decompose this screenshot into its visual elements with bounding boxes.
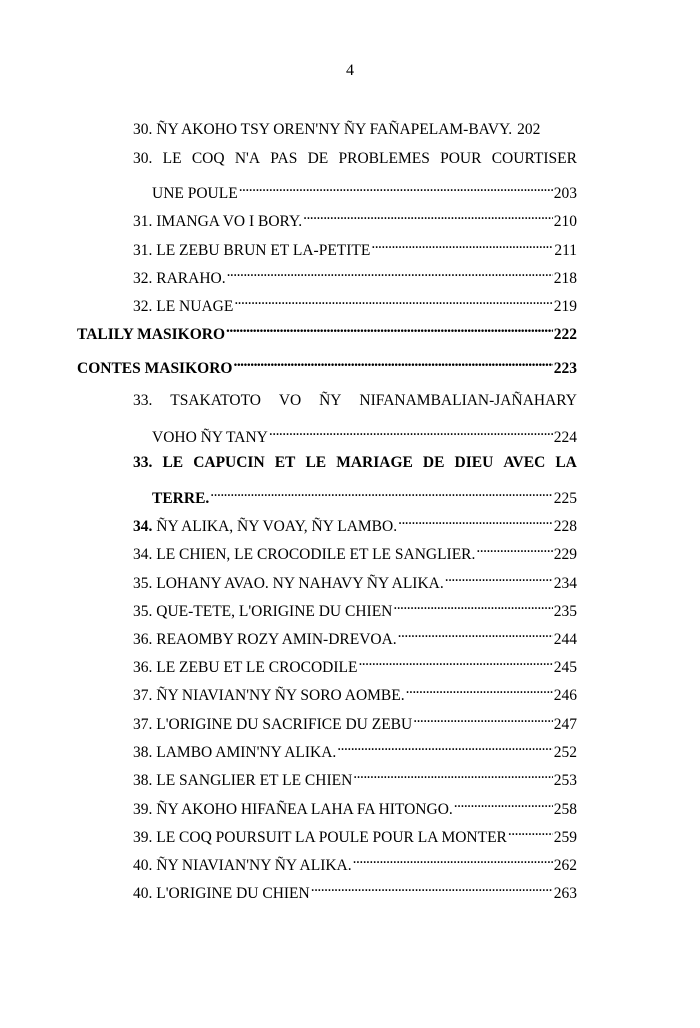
leader-dots: [508, 820, 553, 842]
toc-word: LE: [162, 150, 182, 167]
toc-entry-title: 31. LE ZEBU BRUN ET LA-PETITE: [133, 242, 371, 259]
toc-entry: [133, 763, 577, 789]
toc-entry-page: 224: [553, 429, 577, 446]
toc-entry-title: TERRE.: [152, 490, 210, 507]
toc-entry-page: 234: [553, 575, 577, 592]
toc-entry-page: 244: [553, 631, 577, 648]
toc-word: LA: [555, 454, 577, 471]
toc-entry-title: 35. LOHANY AVAO. NY NAHAVY ÑY ALIKA.: [133, 575, 444, 592]
toc-entry: [133, 735, 577, 761]
toc-entry-page: 203: [553, 185, 577, 202]
toc-entry: [133, 876, 577, 902]
toc-entry-title: 37. ÑY NIAVIAN'NY ÑY SORO AOMBE.: [133, 687, 405, 704]
leader-dots: [233, 351, 552, 373]
leader-dots: [337, 735, 552, 757]
toc-entry-number: 34.: [133, 518, 153, 535]
leader-dots: [413, 707, 553, 729]
toc-section-page: 222: [553, 326, 577, 343]
toc-entry-title: [133, 516, 397, 538]
toc-entry-title: 34. LE CHIEN, LE CROCODILE ET LE SANGLIER.: [133, 546, 476, 563]
toc-entry-page: 245: [553, 659, 577, 676]
toc-word: NIFANAMBALIAN-JAÑAHARY: [359, 392, 577, 409]
toc-entry-page: 210: [553, 213, 577, 230]
leader-dots: [303, 204, 553, 226]
toc-entry-page: 229: [553, 546, 577, 563]
leader-dots: [239, 176, 553, 198]
toc-entry-title: 39. LE COQ POURSUIT LA POULE POUR LA MONTER: [133, 829, 507, 846]
toc-word: PAS: [270, 150, 298, 167]
toc-word: VO: [278, 392, 302, 409]
toc-entry: [133, 566, 577, 592]
toc-entry-page: 246: [553, 687, 577, 704]
leader-dots: [358, 650, 552, 672]
toc-entry: [133, 233, 577, 259]
toc-entry: [133, 204, 577, 230]
leader-dots: [476, 537, 552, 559]
leader-dots: [269, 420, 553, 442]
toc-entry-title: 32. RARAHO.: [133, 270, 226, 287]
toc-entry: [133, 792, 577, 818]
toc-entry-page: 252: [553, 744, 577, 761]
toc-section-title: CONTES MASIKORO: [77, 360, 233, 377]
toc-word: MARIAGE: [336, 454, 413, 471]
toc-entry-page: 247: [553, 716, 577, 733]
toc-entry-page: 259: [553, 829, 577, 846]
leader-dots: [371, 233, 553, 255]
toc-entry-page: 258: [553, 801, 577, 818]
toc-section-page: 223: [553, 360, 577, 377]
leader-dots: [353, 763, 552, 785]
leader-dots: [454, 792, 553, 814]
toc-word: DE: [422, 454, 445, 471]
toc-entry-title: 40. L'ORIGINE DU CHIEN: [133, 885, 310, 902]
toc-entry-page: 218: [553, 270, 577, 287]
toc-entry-title: 39. ÑY AKOHO HIFAÑEA LAHA FA HITONGO.: [133, 801, 453, 818]
toc-entry-title: 31. IMANGA VO I BORY.: [133, 213, 303, 230]
leader-dots: [353, 848, 553, 870]
toc-entry-title: 30. ÑY AKOHO TSY OREN'NY ÑY FAÑAPELAM-BAVY.: [133, 121, 513, 138]
toc-entry: [133, 537, 577, 563]
toc-section-title: TALILY MASIKORO: [77, 326, 225, 343]
toc-word: CAPUCIN: [193, 454, 265, 471]
toc-word: DIEU: [454, 454, 494, 471]
toc-word: 30.: [133, 150, 153, 167]
toc-word: 33.: [133, 392, 153, 409]
leader-dots: [226, 317, 553, 339]
toc-entry: [133, 707, 577, 733]
toc-entry-page: 219: [553, 298, 577, 315]
page-number: 4: [346, 62, 354, 79]
toc-word: DE: [307, 150, 329, 167]
toc-entry-title: 36. REAOMBY ROZY AMIN-DREVOA.: [133, 631, 397, 648]
toc-entry: [152, 481, 577, 507]
toc-word: TSAKATOTO: [170, 392, 261, 409]
toc-entry: [133, 820, 577, 846]
toc-entry: [133, 594, 577, 620]
toc-entry-title: 37. L'ORIGINE DU SACRIFICE DU ZEBU: [133, 716, 413, 733]
toc-word: AVEC: [503, 454, 546, 471]
toc-entry: [133, 289, 577, 315]
toc-entry-title: VOHO ÑY TANY: [152, 429, 268, 446]
toc-entry-line1: [133, 390, 577, 412]
toc-entry: [133, 119, 577, 141]
toc-entry-page: 253: [553, 772, 577, 789]
leader-dots: [406, 678, 553, 700]
toc-word: COURTISER: [491, 150, 577, 167]
leader-dots: [445, 566, 553, 588]
toc-entry: [152, 420, 577, 446]
toc-entry: [133, 509, 577, 535]
toc-entry-page: 262: [553, 857, 577, 874]
toc-word: PROBLEMES: [338, 150, 430, 167]
leader-dots: [227, 261, 553, 283]
toc-entry-line1: [133, 148, 577, 170]
leader-dots: [398, 509, 553, 531]
toc-entry-title: 38. LAMBO AMIN'NY ALIKA.: [133, 744, 337, 761]
toc-entry-line1: [133, 452, 577, 474]
toc-entry: [133, 650, 577, 676]
toc-word: ET: [274, 454, 296, 471]
leader-dots: [234, 289, 552, 311]
toc-word: N'A: [234, 150, 261, 167]
toc-word: LE: [162, 454, 184, 471]
toc-entry-title: 38. LE SANGLIER ET LE CHIEN: [133, 772, 353, 789]
toc-entry: [133, 678, 577, 704]
toc-entry-page: 225: [553, 490, 577, 507]
toc-word: 33.: [133, 454, 153, 471]
leader-dots: [311, 876, 553, 898]
toc-entry-title: UNE POULE: [152, 185, 238, 202]
toc-entry-title: 35. QUE-TETE, L'ORIGINE DU CHIEN: [133, 603, 393, 620]
toc-entry-page: 263: [553, 885, 577, 902]
toc-entry-page: 228: [553, 518, 577, 535]
toc-entry: [133, 848, 577, 874]
toc-section: [77, 351, 577, 377]
toc-entry-title: 36. LE ZEBU ET LE CROCODILE: [133, 659, 358, 676]
leader-dots: [210, 481, 552, 503]
toc-entry-page: 202: [517, 121, 541, 138]
toc-word: COQ: [191, 150, 225, 167]
toc-word: ÑY: [319, 392, 342, 409]
leader-dots: [393, 594, 552, 616]
toc-entry-title: 32. LE NUAGE: [133, 298, 234, 315]
leader-dots: [398, 622, 553, 644]
toc-section: [77, 317, 577, 343]
toc-entry: [133, 261, 577, 287]
toc-word: LE: [305, 454, 327, 471]
toc-word: POUR: [440, 150, 482, 167]
toc-entry-page: 235: [553, 603, 577, 620]
toc-entry: [152, 176, 577, 202]
toc-entry-title: 40. ÑY NIAVIAN'NY ÑY ALIKA.: [133, 857, 352, 874]
toc-entry-page: 211: [554, 242, 577, 259]
toc-entry: [133, 622, 577, 648]
toc-entry-text: ÑY ALIKA, ÑY VOAY, ÑY LAMBO.: [152, 518, 398, 535]
